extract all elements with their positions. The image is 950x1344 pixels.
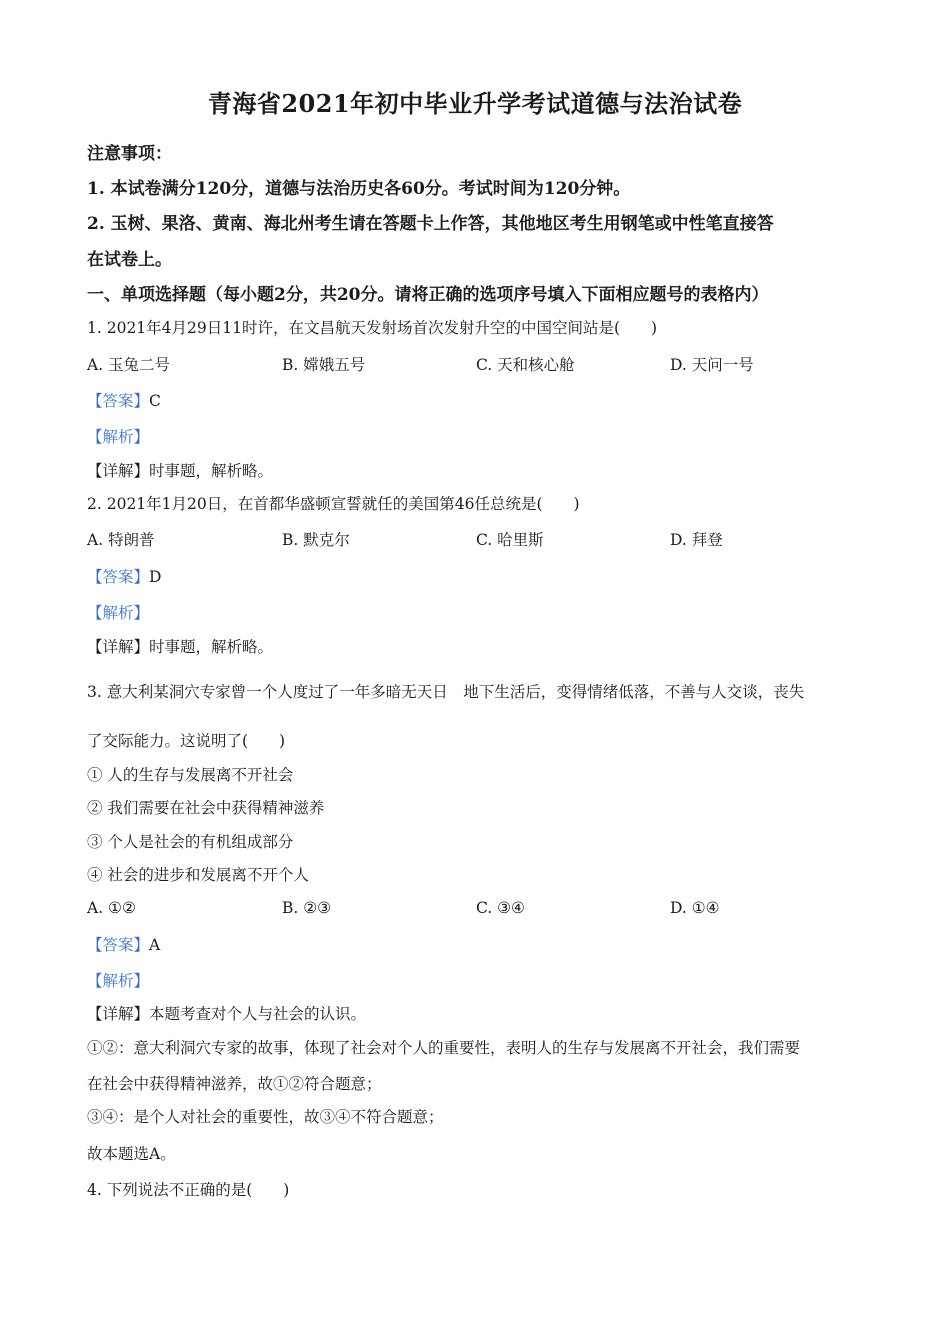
question-2-answer	[87, 567, 161, 587]
question-2-stem: 2. 2021年1月20日，在首都华盛顿宣誓就任的美国第46任总统是( )	[87, 495, 580, 513]
notice-item-2: 2. 玉树、果洛、黄南、海北州考生请在答题卡上作答，其他地区考生用钢笔或中性笔直接答	[87, 214, 774, 234]
detail-label: 【详解】	[87, 638, 150, 656]
question-3-item-2: ② 我们需要在社会中获得精神滋养	[87, 799, 325, 817]
page-title: 青海省2021年初中毕业升学考试道德与法治试卷	[207, 89, 743, 118]
question-3-analysis-label: 【解析】	[87, 972, 150, 990]
question-1-options	[87, 355, 867, 375]
answer-label: 【答案】	[87, 568, 150, 586]
question-3-answer	[87, 935, 160, 955]
question-3-options	[87, 898, 867, 918]
question-4-stem: 4. 下列说法不正确的是( )	[87, 1181, 290, 1199]
answer-value: C	[149, 392, 161, 410]
answer-value: D	[149, 568, 162, 586]
question-2-detail	[87, 637, 273, 657]
detail-text: 时事题，解析略。	[149, 462, 274, 480]
question-3-stem: 3. 意大利某洞穴专家曾一个人度过了一年多暗无天日 地下生活后，变得情绪低落，不善与人交谈，丧失	[87, 683, 805, 701]
answer-value: A	[149, 936, 161, 954]
question-3-conclusion: 故本题选A。	[87, 1145, 176, 1163]
detail-text: 本题考查对个人与社会的认识。	[149, 1005, 367, 1023]
notice-heading: 注意事项：	[87, 144, 172, 164]
option-b: B. 嫦娥五号	[282, 356, 366, 374]
question-1-analysis-label: 【解析】	[87, 428, 150, 446]
notice-item-1: 1. 本试卷满分120分，道德与法治历史各60分。考试时间为120分钟。	[87, 179, 631, 199]
question-3-item-4: ④ 社会的进步和发展离不开个人	[87, 866, 309, 884]
option-d: D. ①④	[670, 899, 720, 917]
option-b: B. 默克尔	[282, 531, 350, 549]
option-a: A. 特朗普	[87, 531, 155, 549]
option-d: D. 天问一号	[670, 356, 754, 374]
section-heading: 一、单项选择题（每小题2分，共20分。请将正确的选项序号填入下面相应题号的表格内）	[87, 285, 769, 305]
option-c: C. ③④	[476, 899, 525, 917]
option-a: A. 玉兔二号	[87, 356, 171, 374]
detail-label: 【详解】	[87, 462, 150, 480]
detail-text: 时事题，解析略。	[149, 638, 274, 656]
option-a: A. ①②	[87, 899, 136, 917]
question-2-analysis-label: 【解析】	[87, 604, 150, 622]
question-1-answer	[87, 391, 161, 411]
question-3-item-1: ① 人的生存与发展离不开社会	[87, 766, 294, 784]
answer-label: 【答案】	[87, 392, 150, 410]
notice-item-2-cont: 在试卷上。	[87, 250, 172, 270]
question-3-explanation-1-cont: 在社会中获得精神滋养，故①②符合题意；	[87, 1075, 382, 1093]
option-b: B. ②③	[282, 899, 332, 917]
question-2-options	[87, 530, 867, 550]
question-3-stem-cont: 了交际能力。这说明了( )	[87, 732, 286, 750]
question-3-explanation-2: ③④：是个人对社会的重要性，故③④不符合题意；	[87, 1108, 444, 1126]
question-1-stem: 1. 2021年4月29日11时许，在文昌航天发射场首次发射升空的中国空间站是( )	[87, 319, 658, 337]
option-c: C. 哈里斯	[476, 531, 544, 549]
option-c: C. 天和核心舱	[476, 356, 575, 374]
detail-label: 【详解】	[87, 1005, 150, 1023]
option-d: D. 拜登	[670, 531, 723, 549]
question-3-item-3: ③ 个人是社会的有机组成部分	[87, 833, 294, 851]
answer-label: 【答案】	[87, 936, 150, 954]
question-1-detail	[87, 461, 273, 481]
question-3-detail	[87, 1004, 366, 1024]
question-3-explanation-1: ①②：意大利洞穴专家的故事，体现了社会对个人的重要性，表明人的生存与发展离不开社会，我们需要	[87, 1039, 801, 1057]
